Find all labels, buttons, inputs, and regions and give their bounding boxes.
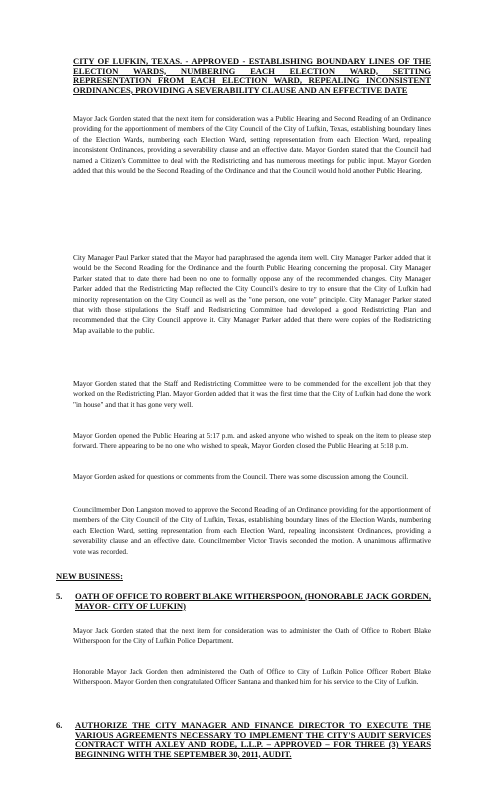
ordinance-paragraph-1 (73, 114, 431, 176)
body-paragraph: Mayor Gorden asked for questions or comments from the Council. There was some discussion among the Council. (73, 472, 409, 481)
item-5-heading-block (75, 592, 431, 611)
ordinance-item-heading (73, 57, 431, 95)
item-5-number: 5. (56, 591, 63, 601)
body-paragraph: Honorable Mayor Jack Gorden then administered the Oath of Office to City of Lufkin Police Officer Robert Blake Witherspoon. Mayor Gorden then congratulated Officer Santana and thanked him for his service to the City of Lufkin. (73, 667, 431, 687)
ordinance-paragraph-6 (73, 505, 431, 557)
ordinance-heading: CITY OF LUFKIN, TEXAS. - APPROVED - ESTABLISHING BOUNDARY LINES OF THE ELECTION WARDS, NUMBERING EACH ELECTION WARD, SETTING REPRESENTATION FROM EACH ELECTION WARD, REPEALING INCONSISTENT ORDINANCES, PROVIDING A SEVERABILITY CLAUSE AND AN EFFECTIVE DATE (73, 56, 431, 95)
body-paragraph: Councilmember Don Langston moved to approve the Second Reading of an Ordinance providing for the apportionment of members of the City Council of the City of Lufkin, Texas, establishing boundary lines of the Election Wards, numbering each Election Ward, setting representation from each Election Ward, repealing inconsistent Ordinances, providing a severability clause and an effective date. Councilmember Victor Travis seconded the motion. A unanimous affirmative vote was recorded. (73, 505, 431, 556)
ordinance-paragraph-5 (73, 472, 431, 482)
item-6-number: 6. (56, 720, 63, 730)
ordinance-paragraph-4 (73, 431, 431, 452)
body-paragraph: City Manager Paul Parker stated that the Mayor had paraphrased the agenda item well. City Manager Parker added that it would be the Second Reading for the Ordinance and the fourth Public Hearing concerning the proposal. City Manager Parker stated that to date there had been no one to formally oppose any of the recommended changes. City Manager Parker added that the Redistricting Map reflected the City Council's desire to try to ensure that the City of Lufkin had minority representation on the City Council as well as the "one person, one vote" principle. City Manager Parker stated that with those stipulations the Staff and Redistricting Committee had developed a good Redistricting Plan and recommended that the City Council approve it. City Manager Parker added that there were copies of the Redistricting Map available to the public. (73, 253, 431, 335)
item-5-paragraph-1 (73, 626, 431, 647)
body-paragraph: Mayor Gorden stated that the Staff and Redistricting Committee were to be commended for the excellent job that they worked on the Redistricting Plan. Mayor Gorden added that it was the first time that the City of Lufkin had done the work "in house" and that it has gone very well. (73, 379, 431, 409)
item-6-heading-block (75, 721, 431, 759)
body-paragraph: Mayor Jack Gorden stated that the next item for consideration was a Public Hearing and Second Reading of an Ordinance providing for the apportionment of members of the City Council of the City of Lufkin, Texas, establishing boundary lines of the Election Wards, numbering each Election Ward, setting representation from each Election Ward, repealing inconsistent Ordinances, providing a severability clause and an effective date. Mayor Gorden stated that the Council had named a Citizen's Committee to deal with the Redistricting and has numerous meetings for public input. Mayor Gorden added that this would be the Second Reading of the Ordinance and that the Council would hold another Public Hearing. (73, 114, 431, 176)
item-5-paragraph-2 (73, 667, 431, 688)
ordinance-paragraph-2 (73, 253, 431, 336)
ordinance-paragraph-3 (73, 379, 431, 410)
new-business-label: NEW BUSINESS: (56, 571, 123, 581)
item-6-heading: AUTHORIZE THE CITY MANAGER AND FINANCE DIRECTOR TO EXECUTE THE VARIOUS AGREEMENTS NECESSARY TO IMPLEMENT THE CITY'S AUDIT SERVICES CONTRACT WITH AXLEY AND RODE, L.L.P. – APPROVED – FOR THREE (3) YEARS BEGINNING WITH THE SEPTEMBER 30, 2011, AUDIT. (75, 720, 431, 759)
item-5-heading: OATH OF OFFICE TO ROBERT BLAKE WITHERSPOON, (HONORABLE JACK GORDEN, MAYOR- CITY OF LUFKIN) (75, 591, 431, 611)
body-paragraph: Mayor Jack Gorden stated that the next item for consideration was to administer the Oath of Office to Robert Blake Witherspoon for the City of Lufkin Police Department. (73, 626, 431, 646)
body-paragraph: Mayor Gorden opened the Public Hearing at 5:17 p.m. and asked anyone who wished to speak on the item to please step forward. There appearing to be no one who wished to speak, Mayor Gorden closed the Public Hearing at 5:18 p.m. (73, 431, 431, 451)
